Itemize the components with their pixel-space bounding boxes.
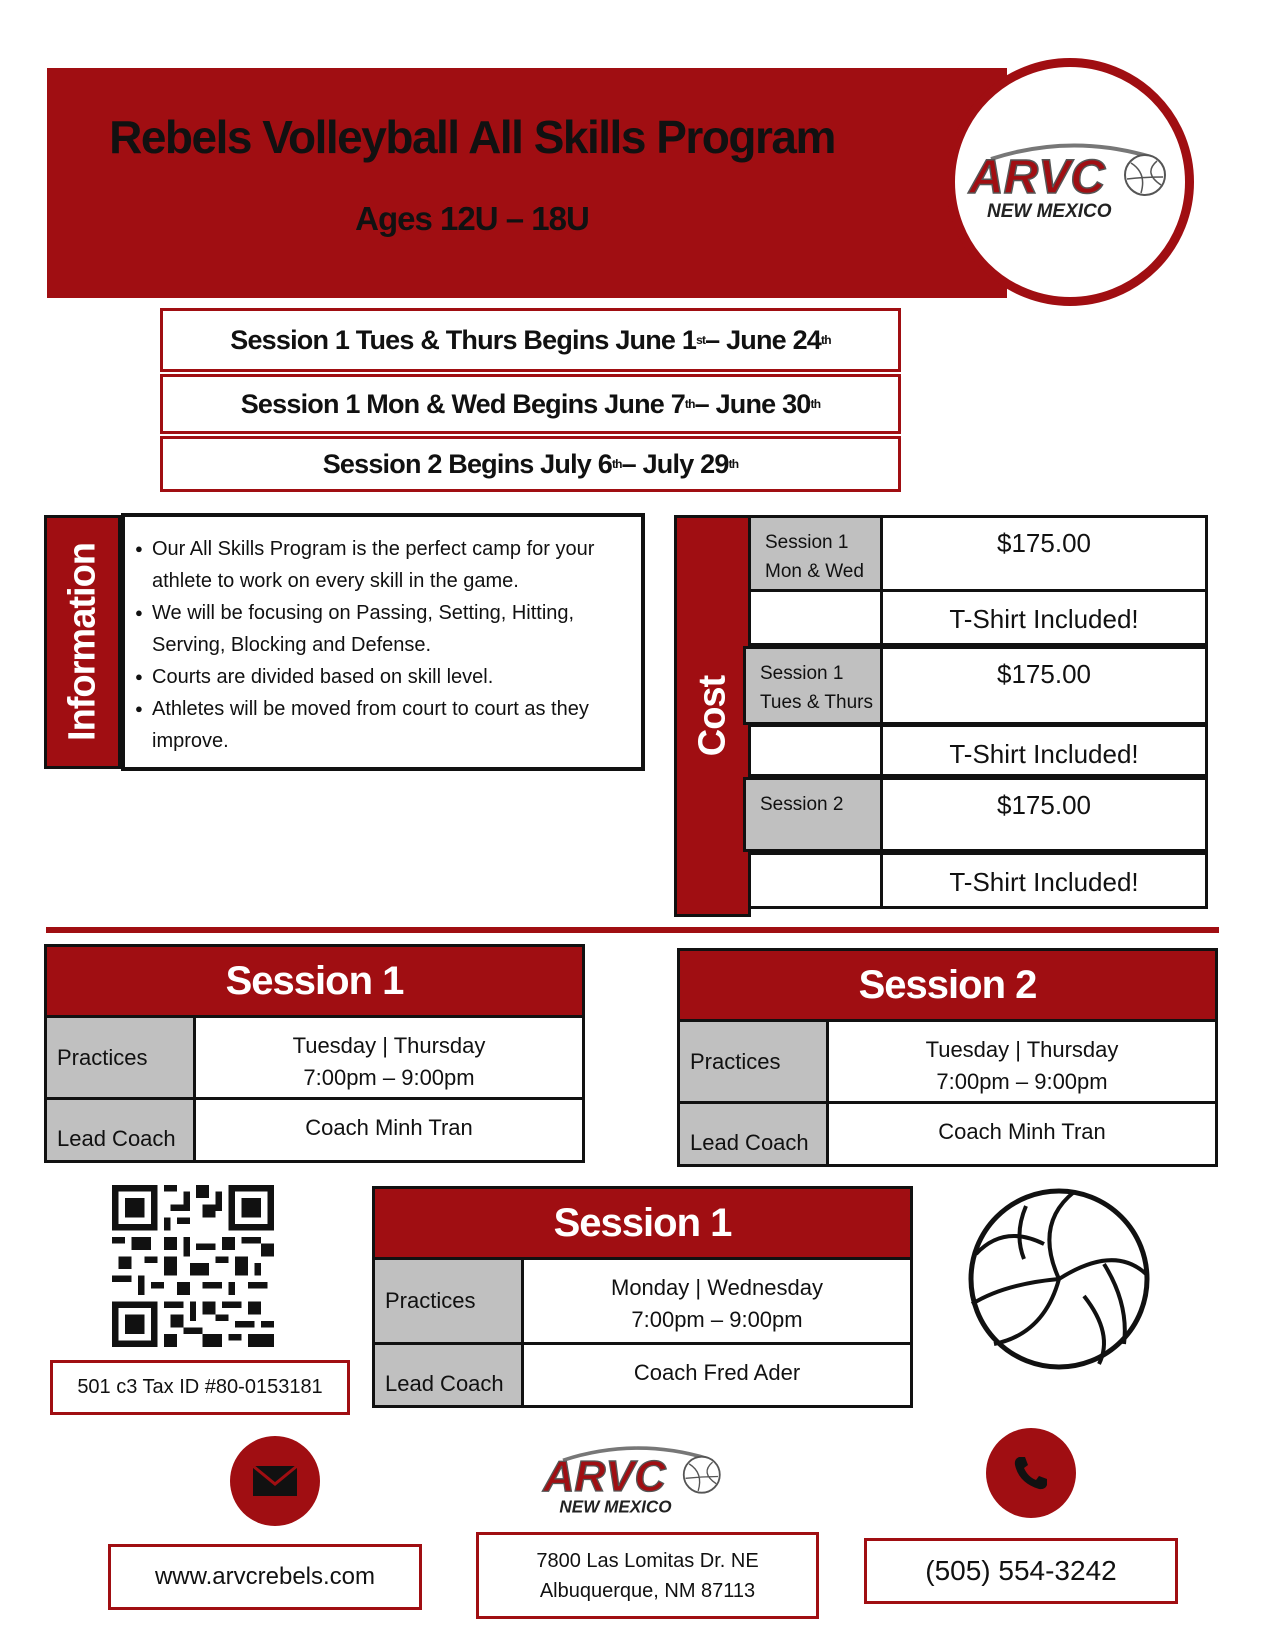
cost-tab <box>674 515 751 917</box>
cost-price: $175.00 <box>880 515 1208 592</box>
cost-note: T-Shirt Included! <box>880 852 1208 909</box>
logo-region: NEW MEXICO <box>987 201 1112 222</box>
cost-session-days: Tues & Thurs <box>760 692 873 713</box>
cost-session-name: Session 2 <box>760 794 844 815</box>
practice-days: Tuesday | Thursday <box>292 1033 486 1058</box>
date-2-end: – June 30 <box>694 388 811 419</box>
date-box-3: Session 2 Begins July 6 th – July 29 th <box>160 436 901 492</box>
age-range: Ages 12U – 18U <box>355 200 589 237</box>
volleyball-icon <box>964 1184 1154 1374</box>
practice-time: 7:00pm – 9:00pm <box>303 1065 475 1090</box>
tax-id-box: 501 c3 Tax ID #80-0153181 <box>50 1360 350 1415</box>
lead-coach-name: Coach Fred Ader <box>521 1342 913 1408</box>
practice-schedule <box>521 1257 913 1345</box>
practice-days: Monday | Wednesday <box>611 1275 823 1300</box>
date-3-text: Session 2 Begins July 6 <box>322 448 612 479</box>
cost-empty-cell <box>748 589 883 646</box>
arvc-footer-logo <box>536 1436 736 1526</box>
lead-coach-label: Lead Coach <box>44 1097 196 1163</box>
cost-price: $175.00 <box>880 646 1208 725</box>
practices-label: Practices <box>677 1019 829 1104</box>
footer-logo-region: NEW MEXICO <box>559 1497 672 1517</box>
footer-logo-text: ARVC <box>543 1452 666 1501</box>
cost-label: Cost <box>691 675 733 757</box>
date-3-end: – July 29 <box>621 448 729 479</box>
cost-empty-cell <box>748 724 883 777</box>
cost-session-days: Mon & Wed <box>765 561 864 582</box>
date-box-2: Session 1 Mon & Wed Begins June 7 th – June 30 th <box>160 374 901 434</box>
information-box <box>121 513 645 771</box>
information-list <box>135 533 629 757</box>
phone-icon <box>1011 1453 1051 1493</box>
practice-time: 7:00pm – 9:00pm <box>936 1069 1108 1094</box>
cost-session-label <box>748 515 883 592</box>
address-line-2: Albuquerque, NM 87113 <box>539 1579 756 1602</box>
page-title: Rebels Volleyball All Skills Program <box>109 111 835 163</box>
practices-label: Practices <box>372 1257 524 1345</box>
session-table-title: Session 1 <box>372 1186 913 1260</box>
website-link[interactable]: www.arvcrebels.com <box>108 1544 422 1610</box>
lead-coach-label: Lead Coach <box>677 1101 829 1167</box>
email-circle[interactable] <box>230 1436 320 1526</box>
address-box <box>476 1532 819 1619</box>
cost-empty-cell <box>748 852 883 909</box>
cost-session-label <box>743 777 883 852</box>
header-band <box>47 68 1007 298</box>
information-tab <box>44 515 121 769</box>
practices-label: Practices <box>44 1015 196 1100</box>
cost-note: T-Shirt Included! <box>880 589 1208 646</box>
lead-coach-name: Coach Minh Tran <box>826 1101 1218 1167</box>
cost-session-name: Session 1 <box>760 663 844 684</box>
date-1-end: – June 24 <box>705 324 822 355</box>
address-line-1: 7800 Las Lomitas Dr. NE <box>536 1549 759 1572</box>
lead-coach-label: Lead Coach <box>372 1342 524 1408</box>
session-table-title: Session 2 <box>677 948 1218 1022</box>
qr-code-icon[interactable] <box>112 1185 274 1347</box>
logo-badge <box>946 58 1194 306</box>
info-item: ● We will be focusing on Passing, Setting, Hitting, Serving, Blocking and Defense. <box>135 597 629 661</box>
practice-schedule <box>193 1015 585 1100</box>
arvc-logo <box>961 137 1183 227</box>
section-divider <box>46 927 1219 933</box>
session-table-title: Session 1 <box>44 944 585 1018</box>
date-box-1: Session 1 Tues & Thurs Begins June 1 st – June 24 th <box>160 308 901 372</box>
cost-session-name: Session 1 <box>765 532 849 553</box>
info-item: ● Our All Skills Program is the perfect camp for your athlete to work on every skill in the game. <box>135 533 629 597</box>
info-item: ● Athletes will be moved from court to court as they improve. <box>135 693 629 757</box>
phone-circle[interactable] <box>986 1428 1076 1518</box>
information-label: Information <box>61 543 103 741</box>
lead-coach-name: Coach Minh Tran <box>193 1097 585 1163</box>
date-2-text: Session 1 Mon & Wed Begins June 7 <box>240 388 685 419</box>
cost-note: T-Shirt Included! <box>880 724 1208 777</box>
cost-session-label <box>743 646 883 725</box>
logo-text: ARVC <box>969 151 1106 204</box>
envelope-icon <box>251 1464 299 1498</box>
date-1-text: Session 1 Tues & Thurs Begins June 1 <box>230 324 697 355</box>
practice-schedule <box>826 1019 1218 1104</box>
practice-days: Tuesday | Thursday <box>925 1037 1119 1062</box>
cost-price: $175.00 <box>880 777 1208 852</box>
phone-number[interactable]: (505) 554-3242 <box>864 1538 1178 1604</box>
info-item: ● Courts are divided based on skill level. <box>135 661 629 693</box>
practice-time: 7:00pm – 9:00pm <box>631 1307 803 1332</box>
